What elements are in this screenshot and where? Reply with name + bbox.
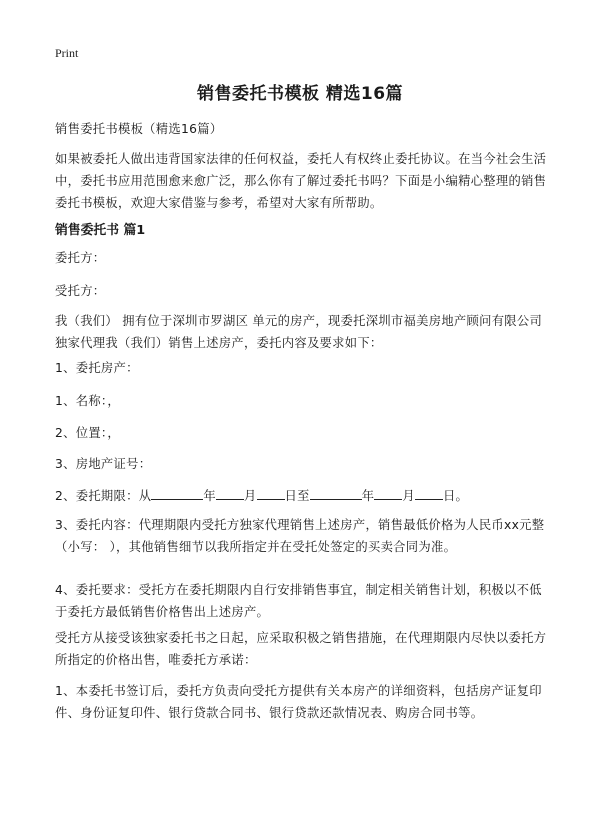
period-day-to: 日至 xyxy=(284,489,310,503)
promise-paragraph: 受托方从接受该独家委托书之日起，应采取积极之销售措施，在代理期限内尽快以委托方所指定的价格出售，唯委托方承诺： xyxy=(55,631,547,667)
blank-field xyxy=(374,486,402,500)
agent-line: 受托方： xyxy=(55,284,106,298)
item-signed: 1、本委托书签订后，委托方负责向受托方提供有关本房产的详细资料，包括房产证复印件、身份证复印件、银行贷款合同书、银行贷款还款情况表、购房合同书等。 xyxy=(55,684,542,720)
period-year-end: 年 xyxy=(361,489,375,503)
item-content: 3、委托内容：代理期限内受托方独家代理销售上述房产，销售最低价格为人民币xx元整（小写： ），其他销售细节以我所指定并在受托处签定的买卖合同为准。 xyxy=(55,518,545,554)
item-certificate: 3、房地产证号： xyxy=(55,457,152,471)
blank-field xyxy=(415,486,443,500)
blank-field xyxy=(257,486,285,500)
period-month: 月 xyxy=(243,489,257,503)
item-period xyxy=(55,485,550,507)
item-property: 1、委托房产： xyxy=(55,361,139,375)
intro-paragraph: 如果被委托人做出违背国家法律的任何权益，委托人有权终止委托协议。在当今社会生活中，委托书应用范围愈来愈广泛，那么你有了解过委托书吗？下面是小编精心整理的销售委托书模板，欢迎大家借鉴与参考，希望对大家有所帮助。 xyxy=(55,152,547,210)
blank-field xyxy=(216,486,244,500)
print-link[interactable]: Print xyxy=(55,46,79,60)
blank-field xyxy=(151,486,203,500)
page-title: 销售委托书模板 精选16篇 xyxy=(196,84,404,104)
period-day-end: 日。 xyxy=(442,489,469,503)
agency-paragraph: 我（我们） 拥有位于深圳市罗湖区 单元的房产，现委托深圳市福美房地产顾问有限公司独家代理我（我们）销售上述房产，委托内容及要求如下： xyxy=(55,314,543,350)
period-label: 2、委托期限：从 xyxy=(55,489,152,503)
item-location: 2、位置：， xyxy=(55,426,120,440)
period-month-end: 月 xyxy=(402,489,415,503)
item-requirements: 4、委托要求：受托方在委托期限内自行安排销售事宜，制定相关销售计划，积极以不低于委托方最低销售价格售出上述房产。 xyxy=(55,583,542,619)
principal-line: 委托方： xyxy=(55,251,106,265)
section-heading: 销售委托书 篇1 xyxy=(55,223,146,238)
blank-field xyxy=(310,486,362,500)
item-name: 1、名称：， xyxy=(55,394,120,408)
period-year: 年 xyxy=(203,489,216,503)
subtitle: 销售委托书模板（精选16篇） xyxy=(55,122,223,136)
